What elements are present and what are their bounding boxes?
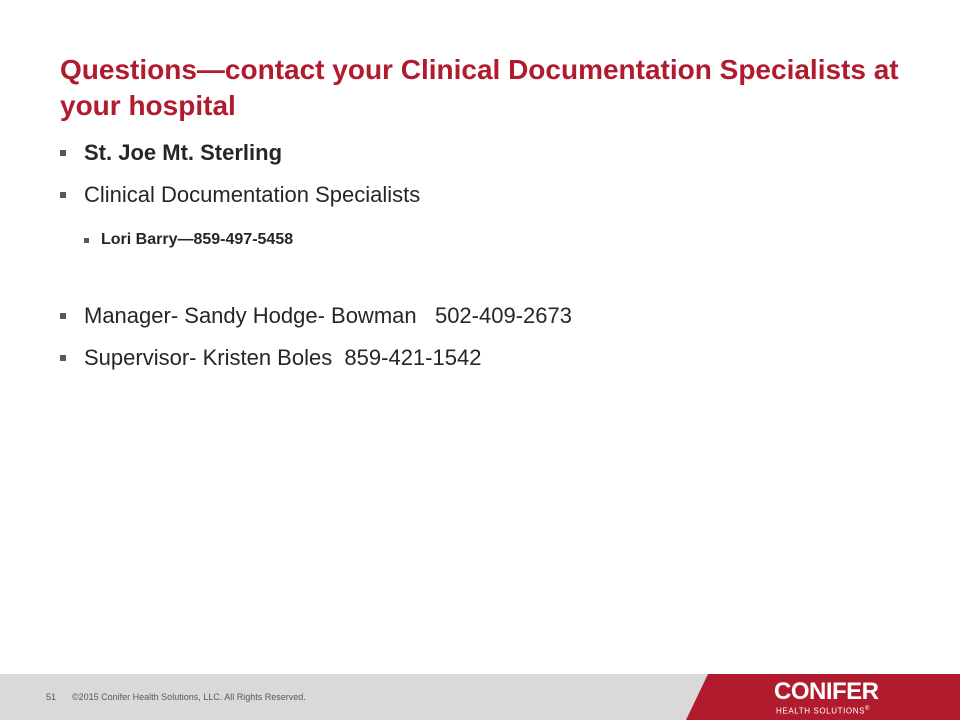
square-bullet-icon [60, 313, 66, 319]
brand-logo [686, 674, 960, 720]
logo-wordmark: CONIFER [774, 678, 879, 705]
square-bullet-icon [60, 355, 66, 361]
bullet-item-specialists [60, 181, 420, 209]
bullet-item-manager [60, 302, 572, 330]
page-number: 51 [46, 692, 57, 702]
bullet-text: Supervisor- Kristen Boles 859-421-1542 [84, 345, 482, 370]
footer-bar [0, 674, 960, 720]
square-bullet-icon [60, 192, 66, 198]
bullet-text: Lori Barry—859-497-5458 [101, 231, 294, 248]
square-bullet-icon [60, 150, 66, 156]
bullet-item-specialist-contact [84, 229, 293, 251]
bullet-item-location [60, 139, 282, 167]
square-bullet-icon [84, 238, 89, 243]
bullet-text: Clinical Documentation Specialists [84, 182, 421, 207]
bullet-item-supervisor [60, 344, 481, 372]
slide-title: Questions—contact your Clinical Documentation Specialists at your hospital [60, 54, 899, 121]
bullet-text: Manager- Sandy Hodge- Bowman 502-409-2673 [84, 303, 572, 328]
logo-tagline: HEALTH SOLUTIONS® [776, 706, 871, 716]
bullet-text: St. Joe Mt. Sterling [84, 140, 283, 165]
copyright-text: ©2015 Conifer Health Solutions, LLC. All Rights Reserved. [72, 692, 306, 702]
